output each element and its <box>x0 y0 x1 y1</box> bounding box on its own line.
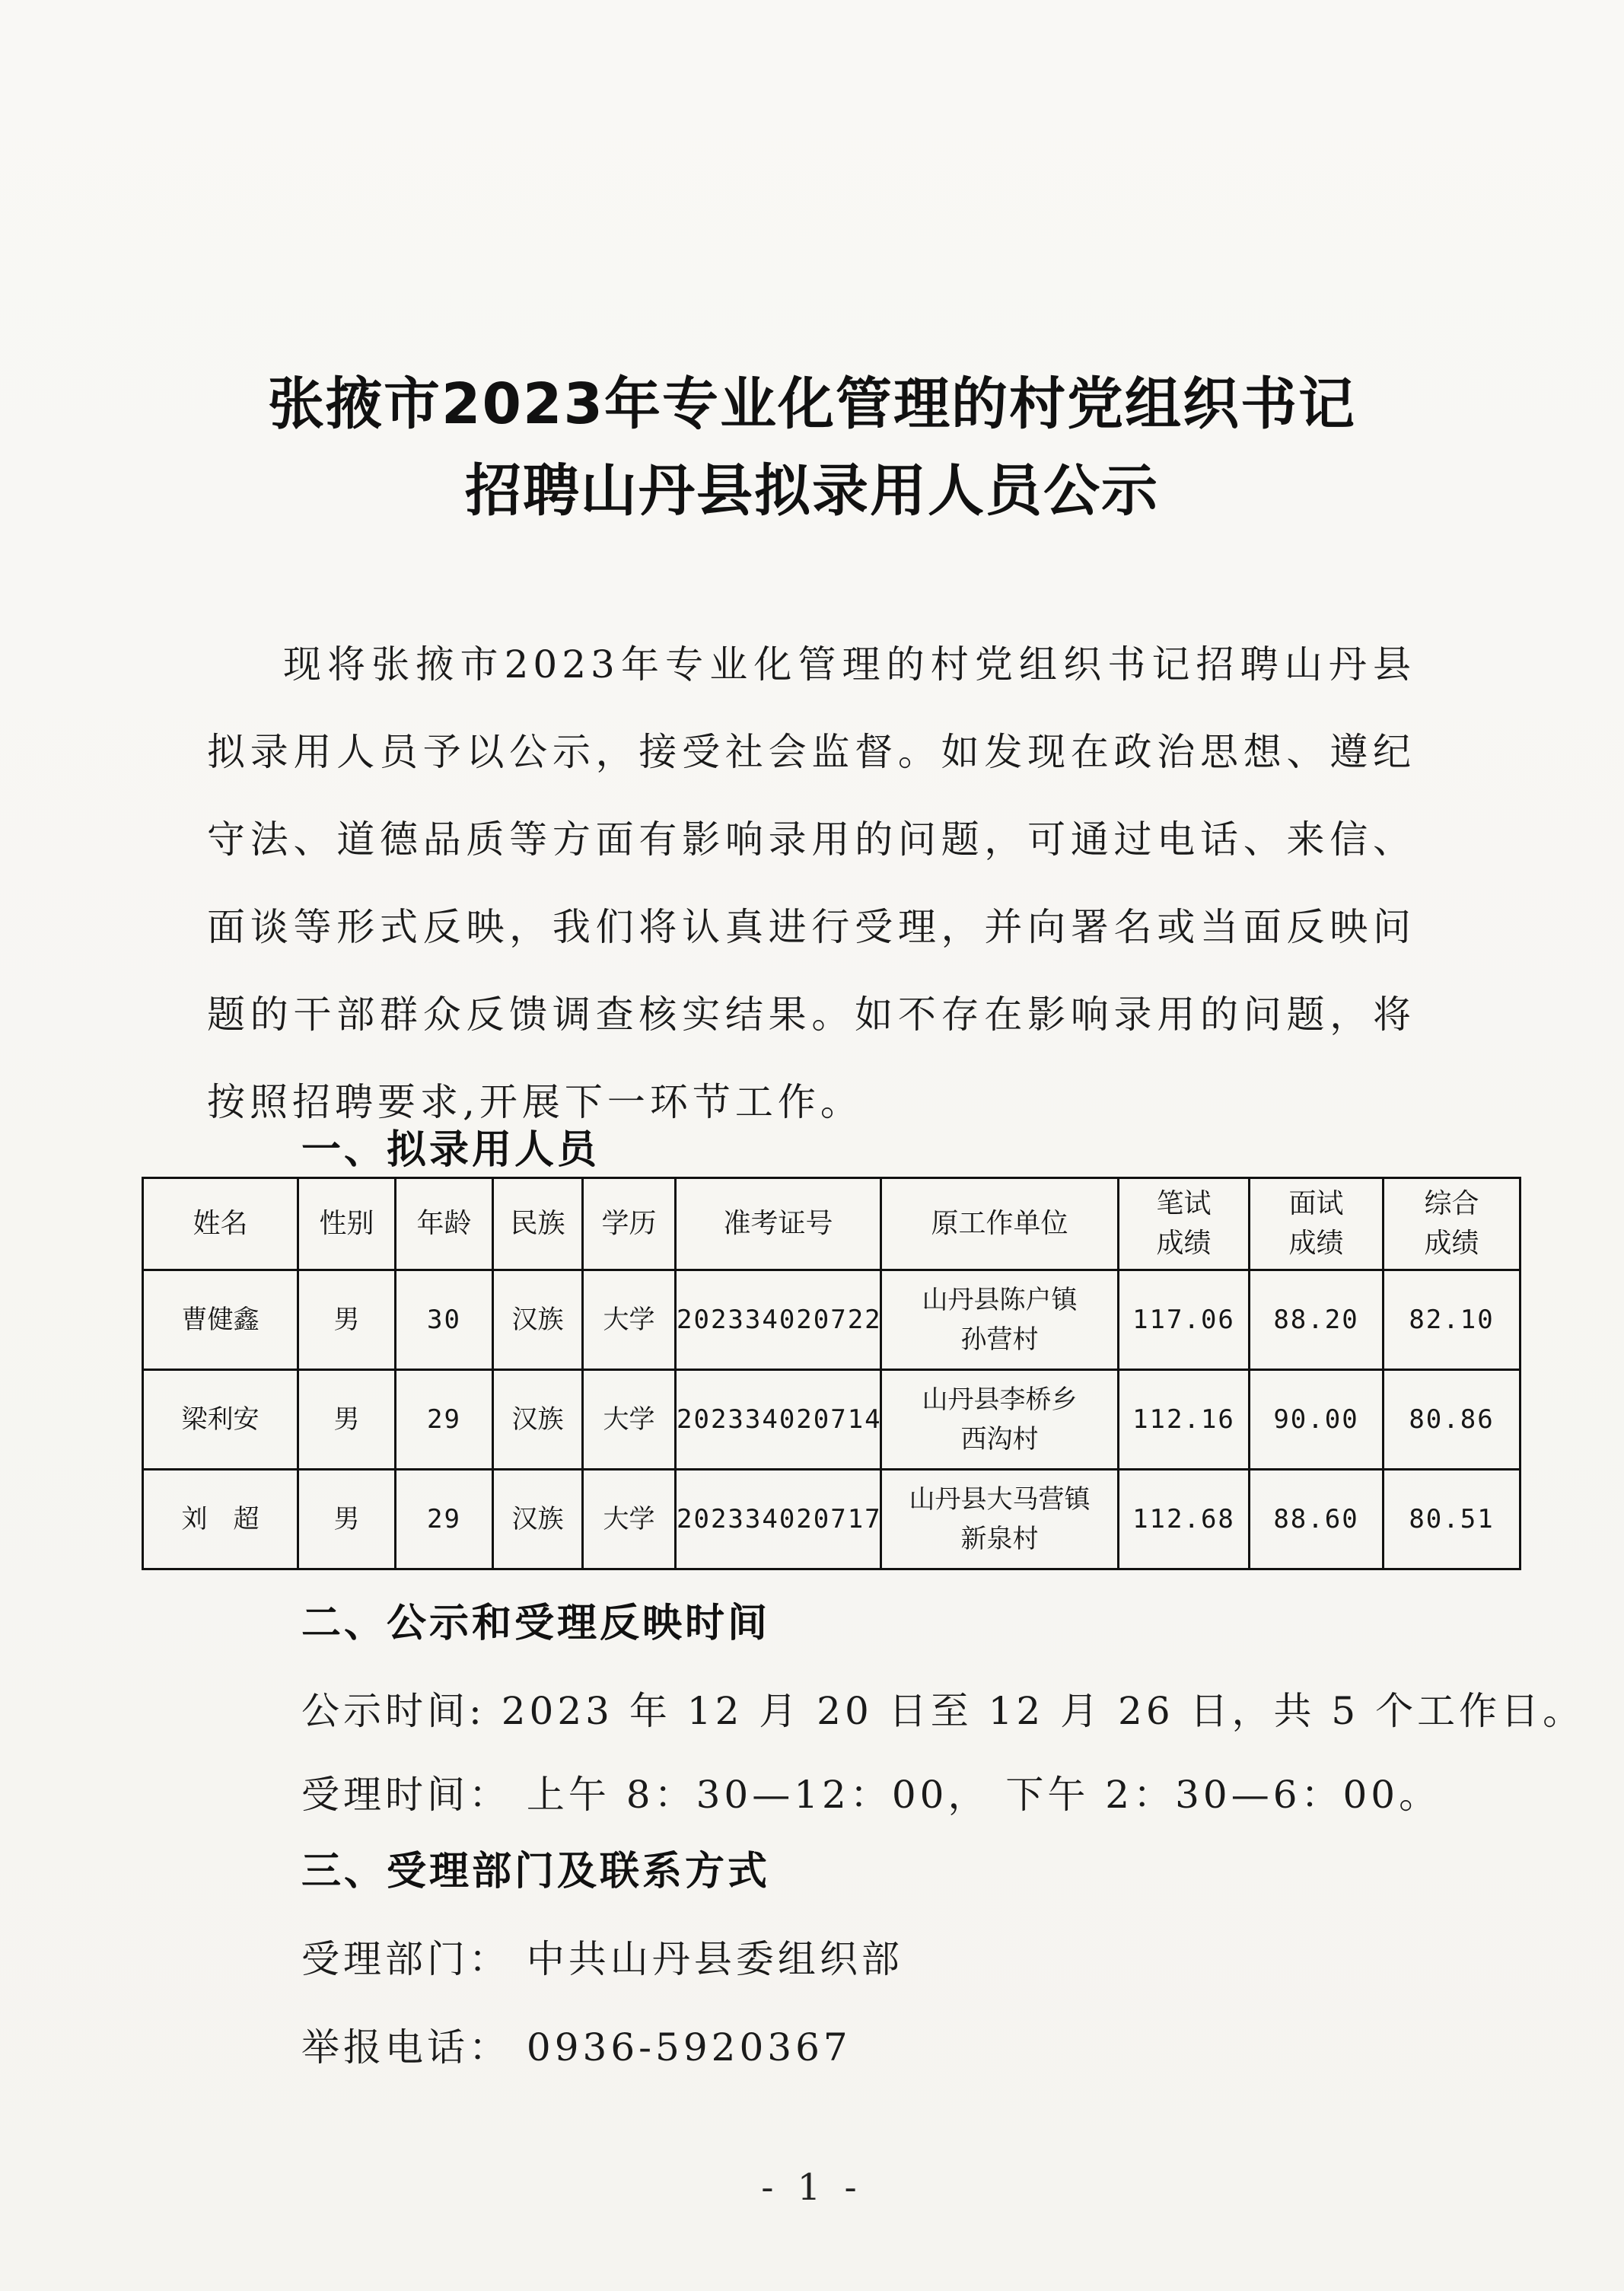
table-cell: 80.86 <box>1384 1370 1521 1470</box>
table-row <box>143 1470 1521 1569</box>
table-cell: 山丹县大马营镇 新泉村 <box>881 1470 1119 1569</box>
publicity-time: 公示时间: 2023 年 12 月 20 日至 12 月 26 日，共 5 个工作日。 <box>301 1689 1585 1733</box>
table-cell: 男 <box>298 1470 396 1569</box>
section-1-heading: 一、拟录用人员 <box>301 1127 600 1173</box>
table-cell: 29 <box>396 1470 493 1569</box>
intro-paragraph: 现将张掖市2023年专业化管理的村党组织书记招聘山丹县拟录用人员予以公示，接受社会监督。如发现在政治思想、遵纪守法、道德品质等方面有影响录用的问题，可通过电话、来信、面谈等形式反映，我们将认真进行受理，并向署名或当面反映问题的干部群众反馈调查核实结果。如不存在影响录用的问题，将按照招聘要求,开展下一环节工作。 <box>207 642 1415 1124</box>
candidate-table <box>142 1177 1521 1570</box>
table-cell: 112.16 <box>1119 1370 1250 1470</box>
table-header-cell: 面试 成绩 <box>1250 1178 1384 1270</box>
table-cell: 刘 超 <box>143 1470 298 1569</box>
table-cell: 80.51 <box>1384 1470 1521 1569</box>
table-row <box>143 1270 1521 1370</box>
table-header-cell: 准考证号 <box>676 1178 881 1270</box>
table-cell: 117.06 <box>1119 1270 1250 1370</box>
table-cell: 112.68 <box>1119 1470 1250 1569</box>
table-cell: 曹健鑫 <box>143 1270 298 1370</box>
acceptance-time: 受理时间： 上午 8：30—12：00， 下午 2：30—6：00。 <box>301 1773 1441 1817</box>
table-cell: 大学 <box>583 1370 676 1470</box>
table-cell: 汉族 <box>493 1470 583 1569</box>
table-header-cell: 综合 成绩 <box>1384 1178 1521 1270</box>
table-header-cell: 笔试 成绩 <box>1119 1178 1250 1270</box>
table-header-cell: 年龄 <box>396 1178 493 1270</box>
table-cell: 汉族 <box>493 1370 583 1470</box>
table-cell: 82.10 <box>1384 1270 1521 1370</box>
table-cell: 202334020717 <box>676 1470 881 1569</box>
table-cell: 山丹县李桥乡 西沟村 <box>881 1370 1119 1470</box>
table-cell: 88.60 <box>1250 1470 1384 1569</box>
table-cell: 88.20 <box>1250 1270 1384 1370</box>
table-cell: 202334020722 <box>676 1270 881 1370</box>
table-cell: 山丹县陈户镇 孙营村 <box>881 1270 1119 1370</box>
page-number: - 1 - <box>761 2166 863 2209</box>
document-title-line-1: 张掖市2023年专业化管理的村党组织书记 <box>268 371 1356 437</box>
table-header-cell: 民族 <box>493 1178 583 1270</box>
table-cell: 202334020714 <box>676 1370 881 1470</box>
table-header-cell: 姓名 <box>143 1178 298 1270</box>
accepting-department: 受理部门： 中共山丹县委组织部 <box>301 1937 903 1981</box>
table-cell: 90.00 <box>1250 1370 1384 1470</box>
table-header-cell: 学历 <box>583 1178 676 1270</box>
table-cell: 男 <box>298 1270 396 1370</box>
table-row <box>143 1370 1521 1470</box>
table-cell: 梁利安 <box>143 1370 298 1470</box>
section-3-heading: 三、受理部门及联系方式 <box>301 1849 771 1894</box>
document-title-line-2: 招聘山丹县拟录用人员公示 <box>465 458 1159 524</box>
table-cell: 30 <box>396 1270 493 1370</box>
section-2-heading: 二、公示和受理反映时间 <box>301 1601 771 1646</box>
table-header-cell: 原工作单位 <box>881 1178 1119 1270</box>
table-cell: 男 <box>298 1370 396 1470</box>
table-cell: 大学 <box>583 1470 676 1569</box>
table-cell: 29 <box>396 1370 493 1470</box>
table-header-row <box>143 1178 1521 1270</box>
report-phone: 举报电话： 0936-5920367 <box>301 2025 852 2070</box>
table-cell: 汉族 <box>493 1270 583 1370</box>
table-cell: 大学 <box>583 1270 676 1370</box>
table-header-cell: 性别 <box>298 1178 396 1270</box>
